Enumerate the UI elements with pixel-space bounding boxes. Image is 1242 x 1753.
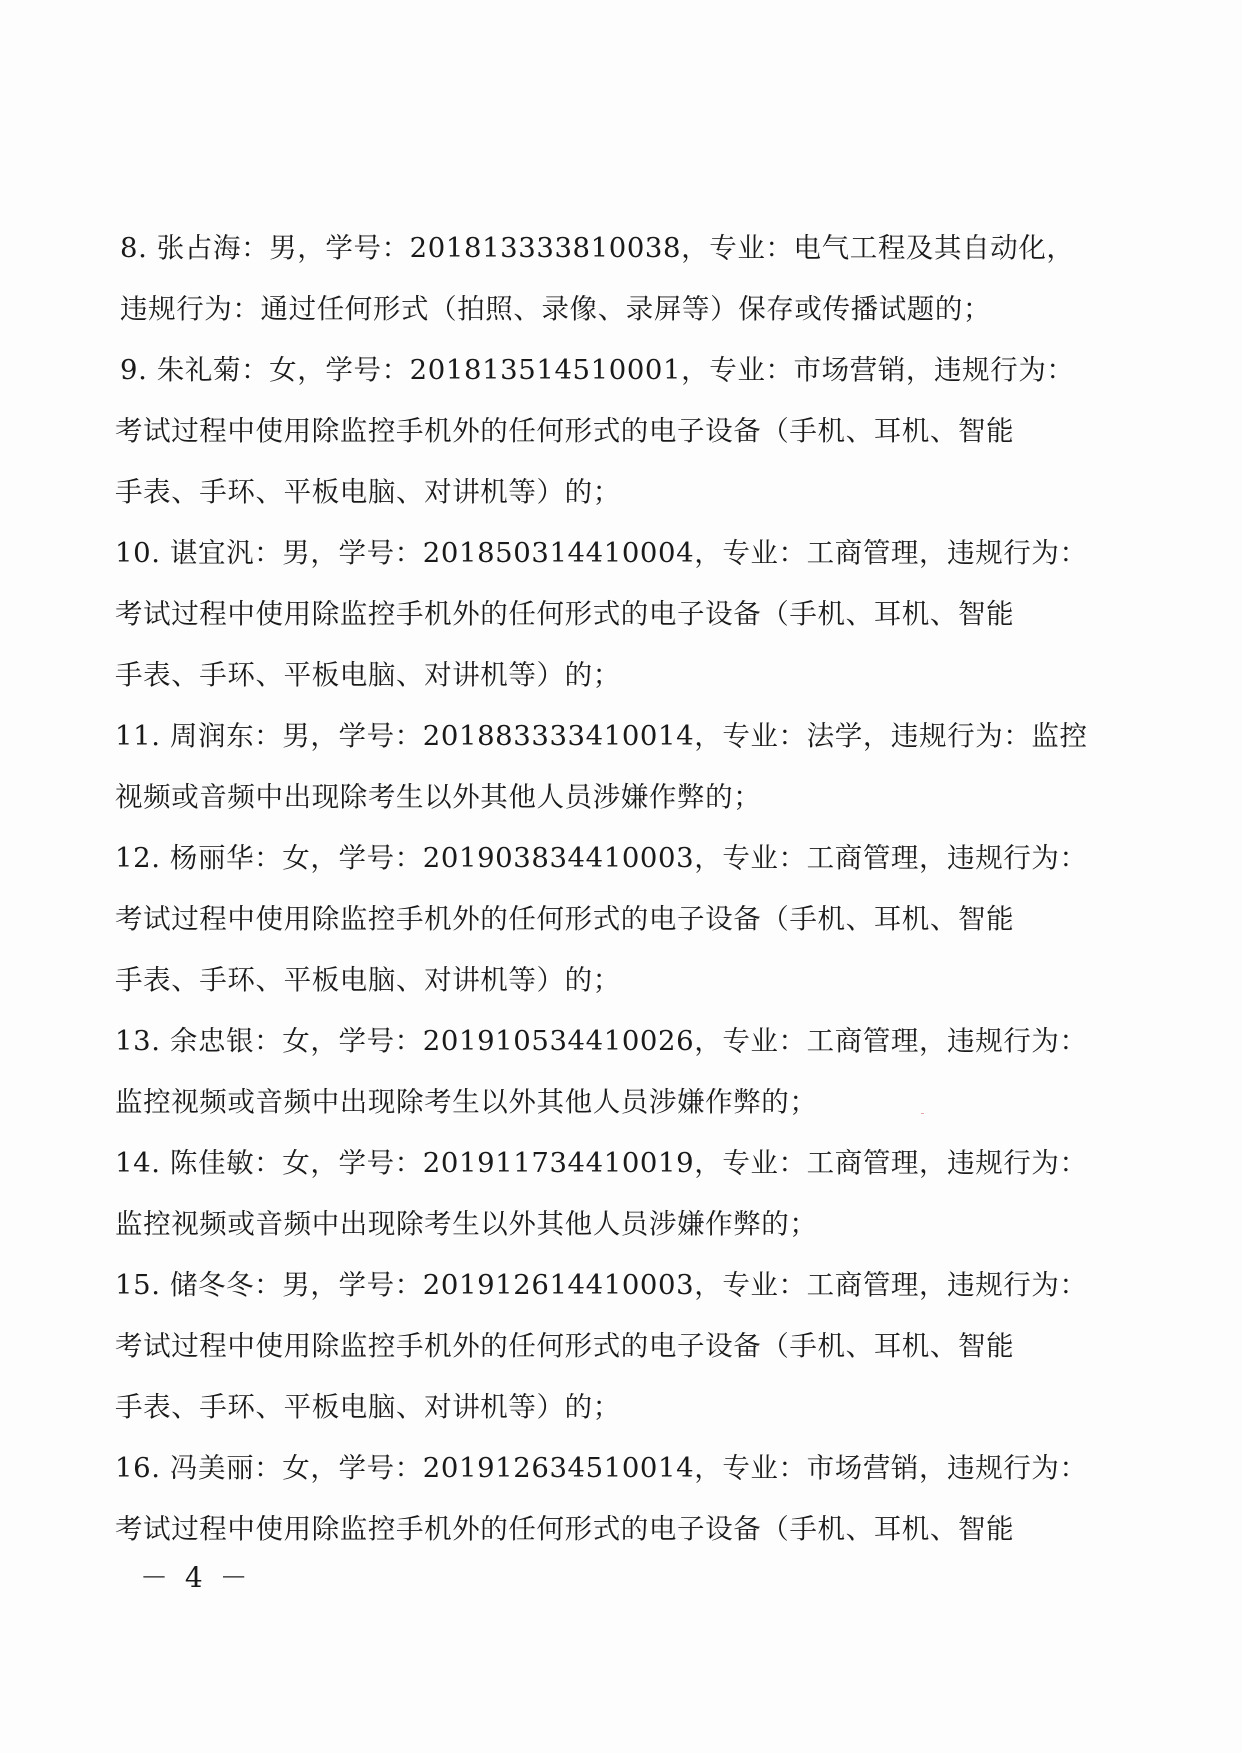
list-item — [115, 706, 1088, 828]
entry-text-line: 手表、手环、平板电脑、对讲机等）的； — [115, 1391, 621, 1423]
list-item — [115, 1438, 1088, 1560]
list-item — [115, 1255, 1088, 1438]
list-item — [115, 340, 1075, 523]
entry-text-line: 手表、手环、平板电脑、对讲机等）的； — [115, 964, 621, 996]
entry-text-line: 14. 陈佳敏：女，学号：201911734410019，专业：工商管理，违规行为： — [115, 1147, 1088, 1179]
scan-speck — [921, 1113, 924, 1114]
entry-text-line: 考试过程中使用除监控手机外的任何形式的电子设备（手机、耳机、智能 — [115, 1513, 1015, 1545]
entry-text-line: 13. 余忠银：女，学号：201910534410026，专业：工商管理，违规行为： — [115, 1025, 1088, 1057]
entry-text-line: 手表、手环、平板电脑、对讲机等）的； — [115, 476, 621, 508]
entry-text-line: 9. 朱礼菊：女，学号：201813514510001，专业：市场营销，违规行为： — [120, 354, 1075, 386]
entry-text-line: 考试过程中使用除监控手机外的任何形式的电子设备（手机、耳机、智能 — [115, 903, 1015, 935]
entry-text-line: 监控视频或音频中出现除考生以外其他人员涉嫌作弊的； — [115, 1208, 818, 1240]
entry-text-line: 11. 周润东：男，学号：201883333410014，专业：法学，违规行为：监控 — [115, 720, 1088, 752]
entry-text-line: 监控视频或音频中出现除考生以外其他人员涉嫌作弊的； — [115, 1086, 818, 1118]
list-item — [115, 1011, 1088, 1133]
list-item — [115, 828, 1088, 1011]
entry-text-line: 15. 储冬冬：男，学号：201912614410003，专业：工商管理，违规行为： — [115, 1269, 1088, 1301]
entry-text-line: 8. 张占海：男，学号：201813333810038，专业：电气工程及其自动化， — [120, 232, 1075, 264]
entry-text-line: 10. 谌宜汎：男，学号：201850314410004，专业：工商管理，违规行为： — [115, 537, 1088, 569]
page-number: － 4 － — [140, 1561, 252, 1594]
entry-text-line: 16. 冯美丽：女，学号：201912634510014，专业：市场营销，违规行为： — [115, 1452, 1088, 1484]
entry-text-line: 考试过程中使用除监控手机外的任何形式的电子设备（手机、耳机、智能 — [115, 598, 1015, 630]
entry-text-line: 考试过程中使用除监控手机外的任何形式的电子设备（手机、耳机、智能 — [115, 1330, 1015, 1362]
entry-text-line: 视频或音频中出现除考生以外其他人员涉嫌作弊的； — [115, 781, 762, 813]
entry-text-line: 12. 杨丽华：女，学号：201903834410003，专业：工商管理，违规行为： — [115, 842, 1088, 874]
list-item — [115, 523, 1088, 706]
violation-list — [115, 218, 1088, 1560]
entry-text-line: 违规行为：通过任何形式（拍照、录像、录屏等）保存或传播试题的； — [120, 293, 992, 325]
list-item — [115, 1133, 1088, 1255]
list-item — [115, 218, 1075, 340]
entry-text-line: 手表、手环、平板电脑、对讲机等）的； — [115, 659, 621, 691]
entry-text-line: 考试过程中使用除监控手机外的任何形式的电子设备（手机、耳机、智能 — [115, 415, 1015, 447]
